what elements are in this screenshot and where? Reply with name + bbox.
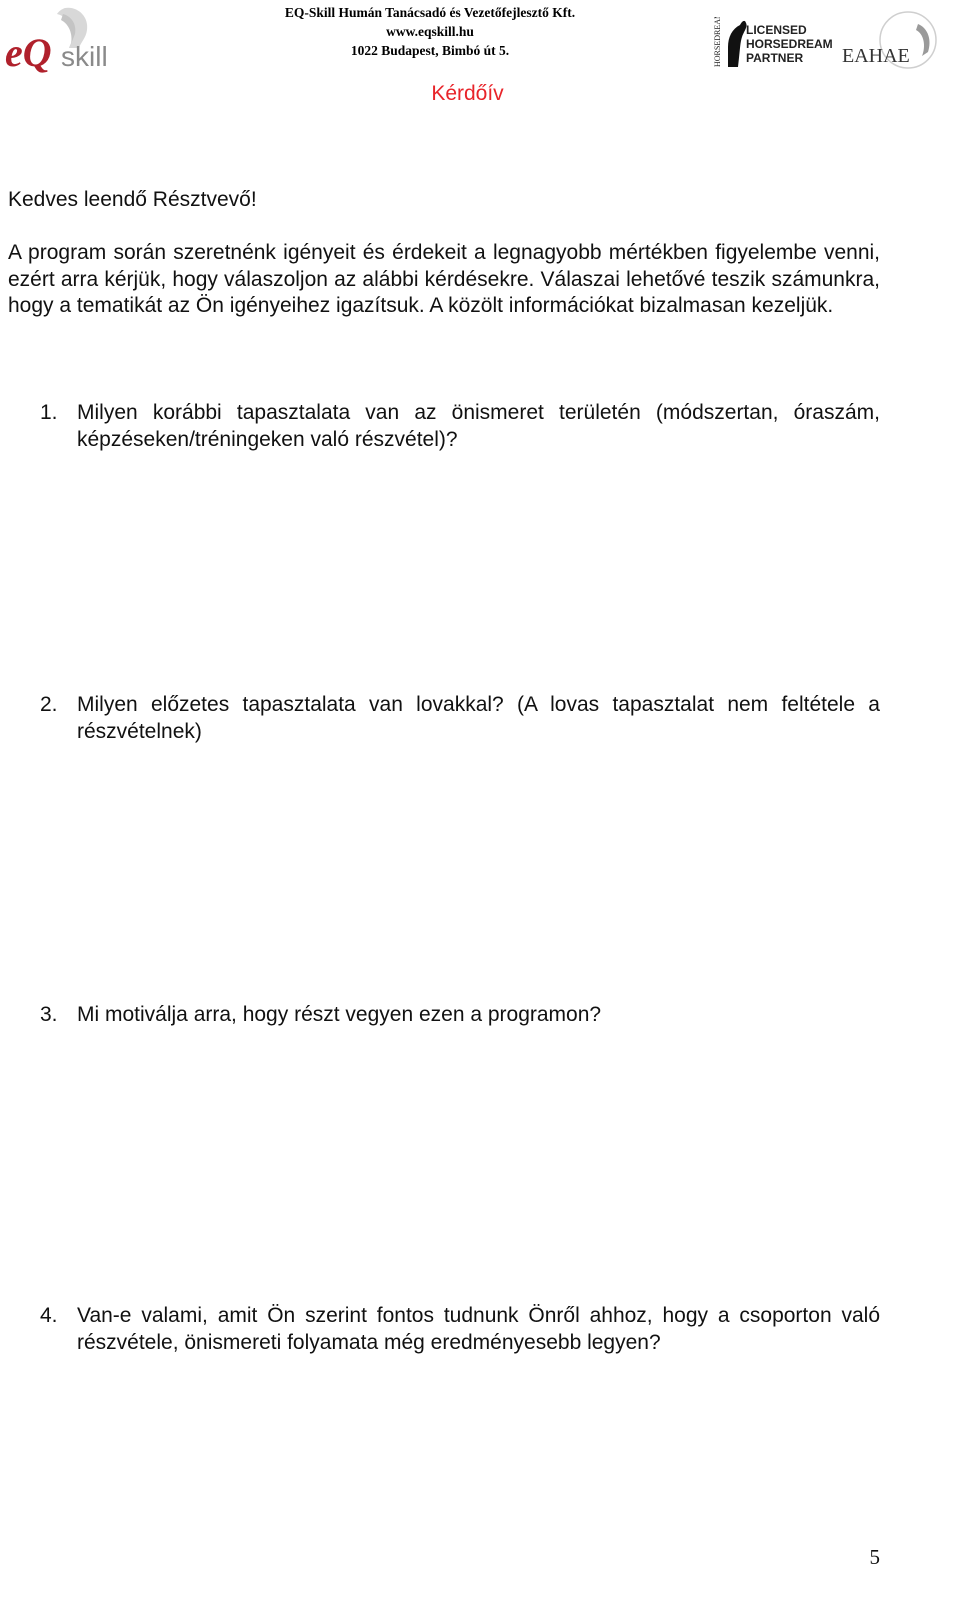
company-info	[210, 3, 650, 60]
question-2	[40, 692, 880, 745]
question-text: Van-e valami, amit Ön szerint fontos tudnunk Önről ahhoz, hogy a csoporton való részvétele, önismereti folyamata még eredményesebb legyen?	[77, 1304, 880, 1354]
greeting: Kedves leendő Résztvevő!	[8, 188, 257, 211]
eahae-text: EAHAE	[842, 45, 910, 67]
company-website: www.eqskill.hu	[386, 24, 474, 39]
question-1	[40, 400, 880, 453]
horsedream-partner-logo	[712, 17, 840, 71]
company-name: EQ-Skill Humán Tanácsadó és Vezetőfejlesztő Kft.	[284, 5, 576, 20]
intro-line-2: Válaszai lehetővé teszik számunkra, hogy a tematikát az Ön igényeihez igazítsuk. A közölt információkat bizalmasan kezeljük.	[8, 267, 880, 317]
question-text: Milyen korábbi tapasztalata van az önismeret területén (módszertan, óraszám, képzéseken/tréningeken való részvétel)?	[77, 401, 880, 451]
question-number: 4.	[40, 1304, 58, 1327]
partner-line-2: HORSEDREAM	[746, 37, 833, 51]
question-number: 2.	[40, 693, 58, 716]
logo-eq-text: eQ	[5, 30, 52, 75]
question-number: 3.	[40, 1003, 58, 1026]
logo-skill-text: skill	[61, 41, 108, 72]
page-number: 5	[869, 1545, 880, 1569]
question-4	[40, 1303, 880, 1356]
svg-text:HORSEDREAM: HORSEDREAM	[713, 17, 722, 67]
question-3	[40, 1002, 880, 1029]
company-address: 1022 Budapest, Bimbó út 5.	[350, 43, 510, 58]
page-title: Kérdőív	[431, 82, 504, 105]
eahae-logo	[842, 10, 954, 74]
question-number: 1.	[40, 401, 58, 424]
intro-paragraph	[8, 240, 880, 320]
partner-line-3: PARTNER	[746, 51, 804, 65]
question-text: Milyen előzetes tapasztalata van lovakkal? (A lovas tapasztalat nem feltétele a részvételnek)	[77, 693, 880, 743]
eqskill-logo	[5, 4, 120, 78]
partner-line-1: LICENSED	[746, 23, 807, 37]
intro-line-1: A program során szeretnénk igényeit és érdekeit a legnagyobb mértékben figyelembe venni, ezért arra kérjük, hogy válaszoljon az alábbi kérdésekre.	[8, 241, 880, 291]
question-text: Mi motiválja arra, hogy részt vegyen ezen a programon?	[77, 1003, 602, 1026]
